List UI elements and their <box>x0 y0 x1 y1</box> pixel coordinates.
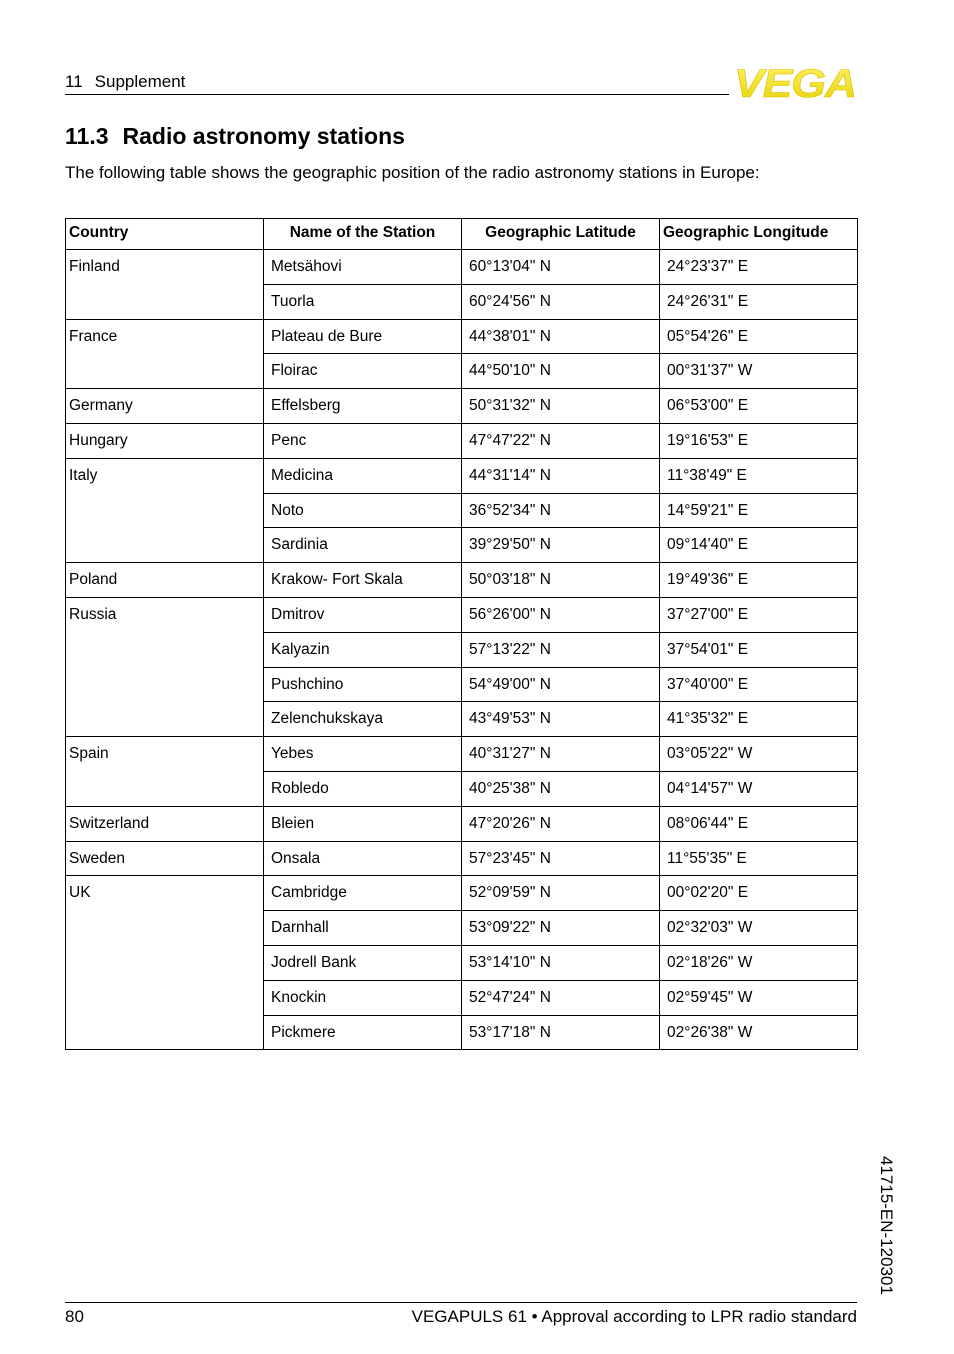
longitude-cell: 05°54'26" E <box>660 319 858 354</box>
longitude-cell: 02°32'03" W <box>660 911 858 946</box>
latitude-cell: 36°52'34" N <box>462 493 660 528</box>
document-code: 41715-EN-120301 <box>877 1156 896 1295</box>
vega-logo <box>733 64 858 100</box>
latitude-cell: 44°50'10" N <box>462 354 660 389</box>
latitude-cell: 53°09'22" N <box>462 911 660 946</box>
longitude-cell: 37°27'00" E <box>660 597 858 632</box>
document-code-vertical <box>848 1156 928 1306</box>
section-number: 11.3 <box>65 123 109 149</box>
station-name-cell: Dmitrov <box>264 597 462 632</box>
country-cell: Italy <box>66 458 264 562</box>
country-cell: Finland <box>66 250 264 320</box>
latitude-cell: 54°49'00" N <box>462 667 660 702</box>
station-name-cell: Sardinia <box>264 528 462 563</box>
column-header-country: Country <box>66 219 264 250</box>
latitude-cell: 39°29'50" N <box>462 528 660 563</box>
table-row <box>66 250 858 285</box>
longitude-cell: 02°59'45" W <box>660 980 858 1015</box>
latitude-cell: 52°09'59" N <box>462 876 660 911</box>
latitude-cell: 60°24'56" N <box>462 284 660 319</box>
country-cell: France <box>66 319 264 389</box>
country-cell: Hungary <box>66 423 264 458</box>
latitude-cell: 57°23'45" N <box>462 841 660 876</box>
station-name-cell: Knockin <box>264 980 462 1015</box>
table-header-row <box>66 219 858 250</box>
header-section-name: Supplement <box>94 72 186 91</box>
longitude-cell: 41°35'32" E <box>660 702 858 737</box>
latitude-cell: 43°49'53" N <box>462 702 660 737</box>
latitude-cell: 57°13'22" N <box>462 632 660 667</box>
station-name-cell: Yebes <box>264 737 462 772</box>
latitude-cell: 50°03'18" N <box>462 563 660 598</box>
longitude-cell: 04°14'57" W <box>660 771 858 806</box>
station-name-cell: Jodrell Bank <box>264 945 462 980</box>
table-row <box>66 563 858 598</box>
station-name-cell: Effelsberg <box>264 389 462 424</box>
station-name-cell: Noto <box>264 493 462 528</box>
latitude-cell: 50°31'32" N <box>462 389 660 424</box>
latitude-cell: 53°14'10" N <box>462 945 660 980</box>
radio-astronomy-stations-table <box>65 218 858 1050</box>
page-number: 80 <box>65 1307 84 1326</box>
country-cell: Spain <box>66 737 264 807</box>
footer-document-title: VEGAPULS 61 • Approval according to LPR radio standard <box>411 1307 857 1326</box>
station-name-cell: Cambridge <box>264 876 462 911</box>
table-row <box>66 423 858 458</box>
latitude-cell: 56°26'00" N <box>462 597 660 632</box>
station-name-cell: Pickmere <box>264 1015 462 1050</box>
longitude-cell: 37°54'01" E <box>660 632 858 667</box>
longitude-cell: 19°16'53" E <box>660 423 858 458</box>
station-name-cell: Floirac <box>264 354 462 389</box>
table-row <box>66 876 858 911</box>
section-title: Radio astronomy stations <box>122 123 405 149</box>
country-cell: Germany <box>66 389 264 424</box>
country-cell: UK <box>66 876 264 1050</box>
latitude-cell: 52°47'24" N <box>462 980 660 1015</box>
longitude-cell: 11°55'35" E <box>660 841 858 876</box>
latitude-cell: 40°31'27" N <box>462 737 660 772</box>
station-name-cell: Penc <box>264 423 462 458</box>
latitude-cell: 40°25'38" N <box>462 771 660 806</box>
station-name-cell: Plateau de Bure <box>264 319 462 354</box>
table-row <box>66 806 858 841</box>
station-name-cell: Kalyazin <box>264 632 462 667</box>
logo-text: VEGA <box>734 64 856 100</box>
longitude-cell: 00°31'37" W <box>660 354 858 389</box>
header-rule <box>65 94 729 95</box>
running-header <box>65 72 185 92</box>
country-cell: Poland <box>66 563 264 598</box>
longitude-cell: 00°02'20" E <box>660 876 858 911</box>
station-name-cell: Medicina <box>264 458 462 493</box>
station-name-cell: Krakow- Fort Skala <box>264 563 462 598</box>
column-header-station: Name of the Station <box>264 219 462 250</box>
station-name-cell: Darnhall <box>264 911 462 946</box>
table-body <box>66 250 858 1050</box>
table-row <box>66 319 858 354</box>
station-name-cell: Zelenchukskaya <box>264 702 462 737</box>
table-row <box>66 389 858 424</box>
longitude-cell: 24°23'37" E <box>660 250 858 285</box>
longitude-cell: 09°14'40" E <box>660 528 858 563</box>
country-cell: Russia <box>66 597 264 736</box>
longitude-cell: 02°26'38" W <box>660 1015 858 1050</box>
longitude-cell: 11°38'49" E <box>660 458 858 493</box>
table-row <box>66 597 858 632</box>
table-row <box>66 458 858 493</box>
country-cell: Sweden <box>66 841 264 876</box>
latitude-cell: 44°38'01" N <box>462 319 660 354</box>
column-header-latitude: Geographic Latitude <box>462 219 660 250</box>
latitude-cell: 47°47'22" N <box>462 423 660 458</box>
longitude-cell: 08°06'44" E <box>660 806 858 841</box>
section-heading <box>65 123 405 150</box>
header-section-number: 11 <box>65 72 83 91</box>
station-name-cell: Pushchino <box>264 667 462 702</box>
footer-rule <box>65 1302 857 1303</box>
longitude-cell: 19°49'36" E <box>660 563 858 598</box>
longitude-cell: 37°40'00" E <box>660 667 858 702</box>
column-header-longitude: Geographic Longitude <box>660 219 858 250</box>
station-name-cell: Onsala <box>264 841 462 876</box>
longitude-cell: 24°26'31" E <box>660 284 858 319</box>
station-name-cell: Robledo <box>264 771 462 806</box>
station-name-cell: Metsähovi <box>264 250 462 285</box>
country-cell: Switzerland <box>66 806 264 841</box>
intro-paragraph: The following table shows the geographic position of the radio astronomy stations in Europe: <box>65 163 760 182</box>
longitude-cell: 14°59'21" E <box>660 493 858 528</box>
latitude-cell: 44°31'14" N <box>462 458 660 493</box>
latitude-cell: 60°13'04" N <box>462 250 660 285</box>
longitude-cell: 06°53'00" E <box>660 389 858 424</box>
station-name-cell: Bleien <box>264 806 462 841</box>
longitude-cell: 02°18'26" W <box>660 945 858 980</box>
latitude-cell: 47°20'26" N <box>462 806 660 841</box>
table-row <box>66 737 858 772</box>
longitude-cell: 03°05'22" W <box>660 737 858 772</box>
table-row <box>66 841 858 876</box>
station-name-cell: Tuorla <box>264 284 462 319</box>
latitude-cell: 53°17'18" N <box>462 1015 660 1050</box>
